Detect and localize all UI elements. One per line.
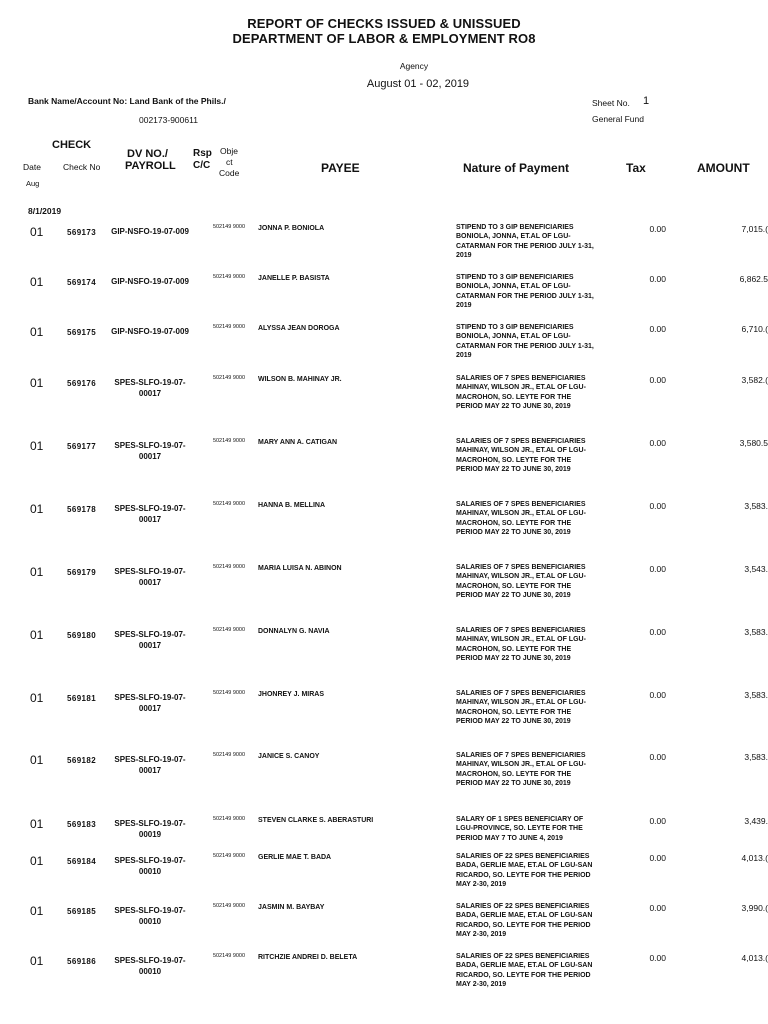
row-nature-of-payment: STIPEND TO 3 GIP BENEFICIARIES BONIOLA, JONNA, ET.AL OF LGU-CATARMAN FOR THE PERIOD JULY 1-31, 2019 [456,224,594,260]
row-tax: 0.00 [649,953,666,963]
row-date: 01 [30,439,44,453]
row-check-no: 569175 [67,328,97,337]
row-dv-payroll: SPES-SLFO-19-07-00010 [114,906,186,926]
row-check-no: 569174 [67,278,97,287]
row-check-no: 569182 [67,756,97,765]
col-dv-line1: DV NO./ [127,148,168,160]
row-nature-of-payment: SALARIES OF 7 SPES BENEFICIARIES MAHINAY, WILSON JR., ET.AL OF LGU-MACROHON, SO. LEYTE FOR THE PERIOD MAY 22 TO JUNE 30, 2019 [456,375,586,411]
row-nature-of-payment: SALARIES OF 7 SPES BENEFICIARIES MAHINAY, WILSON JR., ET.AL OF LGU-MACROHON, SO. LEYTE FOR THE PERIOD MAY 22 TO JUNE 30, 2019 [456,564,586,600]
row-nature-of-payment: SALARIES OF 7 SPES BENEFICIARIES MAHINAY, WILSON JR., ET.AL OF LGU-MACROHON, SO. LEYTE FOR THE PERIOD MAY 22 TO JUNE 30, 2019 [456,438,586,474]
report-title: REPORT OF CHECKS ISSUED & UNISSUED [247,16,521,31]
row-check-no: 569179 [67,568,97,577]
row-nature-of-payment: SALARY OF 1 SPES BENEFICIARY OF LGU-PROVINCE, SO. LEYTE FOR THE PERIOD MAY 7 TO JUNE 4, 2019 [456,816,584,842]
row-payee: HANNA B. MELLINA [258,502,326,509]
row-payee: JANICE S. CANOY [258,753,320,760]
row-nature-of-payment: SALARIES OF 7 SPES BENEFICIARIES MAHINAY, WILSON JR., ET.AL OF LGU-MACROHON, SO. LEYTE FOR THE PERIOD MAY 22 TO JUNE 30, 2019 [456,501,586,537]
col-check-group: CHECK [52,139,92,151]
col-date-sub: Aug [26,179,40,188]
row-object-code: 502149 9000 [212,752,246,758]
row-tax: 0.00 [649,564,666,574]
row-object-code: 502149 9000 [212,564,246,570]
row-date: 01 [30,904,44,918]
row-nature-of-payment: SALARIES OF 22 SPES BENEFICIARIES BADA, GERLIE MAE, ET.AL OF LGU-SAN RICARDO, SO. LEYTE FOR THE PERIOD MAY 2-30, 2019 [456,853,593,889]
row-object-code: 502149 9000 [212,627,246,633]
row-date: 01 [30,817,44,831]
row-object-code: 502149 9000 [212,816,246,822]
report-period: August 01 - 02, 2019 [366,78,470,90]
row-date: 01 [30,628,44,642]
row-date: 01 [30,691,44,705]
row-dv-payroll: SPES-SLFO-19-07-00017 [114,693,186,713]
sheet-number: 1 [643,95,650,107]
col-dv-line2: PAYROLL [125,160,176,172]
col-date: Date [23,162,41,172]
row-dv-payroll: SPES-SLFO-19-07-00017 [114,441,186,461]
row-check-no: 569186 [67,957,97,966]
account-number: 002173-900611 [139,115,198,125]
row-amount: 3,583. [744,627,768,637]
row-object-code: 502149 9000 [212,224,246,230]
row-payee: DONNALYN G. NAVIA [258,628,330,635]
row-dv-payroll: SPES-SLFO-19-07-00017 [114,378,186,398]
row-check-no: 569184 [67,857,97,866]
col-rsp-line2: C/C [193,160,211,171]
row-date: 01 [30,225,44,239]
row-check-no: 569180 [67,631,97,640]
row-amount: 3,990.( [741,903,768,913]
row-dv-payroll: SPES-SLFO-19-07-00017 [114,755,186,775]
group-date: 8/1/2019 [28,206,62,216]
row-amount: 4,013.( [741,853,768,863]
row-amount: 3,580.5 [739,438,768,448]
col-nature: Nature of Payment [463,161,570,175]
row-object-code: 502149 9000 [212,853,246,859]
bank-label: Bank Name/Account No: Land Bank of the Phils./ [28,96,226,106]
row-payee: RITCHZIE ANDREI D. BELETA [258,954,358,961]
row-object-code: 502149 9000 [212,274,246,280]
row-check-no: 569185 [67,907,97,916]
row-object-code: 502149 9000 [212,324,246,330]
row-dv-payroll: SPES-SLFO-19-07-00010 [114,856,186,876]
col-tax: Tax [626,161,646,175]
row-dv-payroll: SPES-SLFO-19-07-00017 [114,567,186,587]
report-subtitle: DEPARTMENT OF LABOR & EMPLOYMENT RO8 [232,31,536,46]
row-object-code: 502149 9000 [212,953,246,959]
row-payee: JHONREY J. MIRAS [258,691,324,698]
row-dv-payroll: SPES-SLFO-19-07-00010 [114,956,186,976]
row-dv-payroll: SPES-SLFO-19-07-00019 [114,819,186,839]
row-check-no: 569181 [67,694,97,703]
row-amount: 4,013.( [741,953,768,963]
row-nature-of-payment: SALARIES OF 22 SPES BENEFICIARIES BADA, GERLIE MAE, ET.AL OF LGU-SAN RICARDO, SO. LEYTE FOR THE PERIOD MAY 2-30, 2019 [456,953,593,989]
row-amount: 6,710.( [741,324,768,334]
row-tax: 0.00 [649,690,666,700]
row-payee: MARIA LUISA N. ABINON [258,565,342,572]
row-payee: GERLIE MAE T. BADA [258,854,332,861]
row-object-code: 502149 9000 [212,438,246,444]
agency-label: Agency [399,61,429,71]
row-amount: 3,543. [744,564,768,574]
row-check-no: 569183 [67,820,97,829]
row-dv-payroll: SPES-SLFO-19-07-00017 [114,504,186,524]
col-rsp-line1: Rsp [193,148,212,159]
row-tax: 0.00 [649,903,666,913]
row-amount: 3,439. [744,816,768,826]
row-check-no: 569176 [67,379,97,388]
row-amount: 3,582.( [741,375,768,385]
row-check-no: 569173 [67,228,97,237]
row-nature-of-payment: STIPEND TO 3 GIP BENEFICIARIES BONIOLA, JONNA, ET.AL OF LGU-CATARMAN FOR THE PERIOD JULY 1-31, 2019 [456,324,594,360]
row-payee: WILSON B. MAHINAY JR. [258,376,342,383]
col-check-no: Check No [63,162,101,172]
row-dv-payroll: GIP-NSFO-19-07-009 [111,227,189,236]
sheet-label: Sheet No. [592,98,630,108]
row-tax: 0.00 [649,501,666,511]
row-amount: 3,583. [744,690,768,700]
row-nature-of-payment: STIPEND TO 3 GIP BENEFICIARIES BONIOLA, JONNA, ET.AL OF LGU-CATARMAN FOR THE PERIOD JULY 1-31, 2019 [456,274,594,310]
row-tax: 0.00 [649,324,666,334]
row-date: 01 [30,854,44,868]
row-tax: 0.00 [649,438,666,448]
row-nature-of-payment: SALARIES OF 22 SPES BENEFICIARIES BADA, GERLIE MAE, ET.AL OF LGU-SAN RICARDO, SO. LEYTE FOR THE PERIOD MAY 2-30, 2019 [456,903,593,939]
row-tax: 0.00 [649,274,666,284]
row-date: 01 [30,376,44,390]
row-tax: 0.00 [649,375,666,385]
col-obj-line2: ct [226,157,233,167]
row-dv-payroll: GIP-NSFO-19-07-009 [111,327,189,336]
col-payee: PAYEE [321,161,360,175]
col-amount: AMOUNT [697,161,750,175]
row-nature-of-payment: SALARIES OF 7 SPES BENEFICIARIES MAHINAY, WILSON JR., ET.AL OF LGU-MACROHON, SO. LEYTE FOR THE PERIOD MAY 22 TO JUNE 30, 2019 [456,627,586,663]
row-nature-of-payment: SALARIES OF 7 SPES BENEFICIARIES MAHINAY, WILSON JR., ET.AL OF LGU-MACROHON, SO. LEYTE FOR THE PERIOD MAY 22 TO JUNE 30, 2019 [456,752,586,788]
row-nature-of-payment: SALARIES OF 7 SPES BENEFICIARIES MAHINAY, WILSON JR., ET.AL OF LGU-MACROHON, SO. LEYTE FOR THE PERIOD MAY 22 TO JUNE 30, 2019 [456,690,586,726]
row-payee: STEVEN CLARKE S. ABERASTURI [258,817,374,824]
row-date: 01 [30,565,44,579]
row-tax: 0.00 [649,752,666,762]
col-obj-line3: Code [219,168,240,178]
row-object-code: 502149 9000 [212,501,246,507]
row-date: 01 [30,275,44,289]
row-date: 01 [30,954,44,968]
row-payee: ALYSSA JEAN DOROGA [258,325,340,332]
row-check-no: 569178 [67,505,97,514]
row-amount: 3,583. [744,752,768,762]
row-object-code: 502149 9000 [212,690,246,696]
row-payee: MARY ANN A. CATIGAN [258,439,338,446]
col-obj-line1: Obje [220,146,238,156]
row-tax: 0.00 [649,816,666,826]
row-tax: 0.00 [649,853,666,863]
row-amount: 7,015.( [741,224,768,234]
row-date: 01 [30,325,44,339]
row-payee: JASMIN M. BAYBAY [258,904,325,911]
fund-label: General Fund [592,114,644,124]
row-check-no: 569177 [67,442,97,451]
row-amount: 3,583. [744,501,768,511]
row-tax: 0.00 [649,627,666,637]
row-payee: JANELLE P. BASISTA [258,275,330,282]
row-dv-payroll: SPES-SLFO-19-07-00017 [114,630,186,650]
row-amount: 6,862.5 [739,274,768,284]
row-object-code: 502149 9000 [212,903,246,909]
row-tax: 0.00 [649,224,666,234]
row-dv-payroll: GIP-NSFO-19-07-009 [111,277,189,286]
row-date: 01 [30,753,44,767]
row-payee: JONNA P. BONIOLA [258,225,325,232]
row-object-code: 502149 9000 [212,375,246,381]
row-date: 01 [30,502,44,516]
